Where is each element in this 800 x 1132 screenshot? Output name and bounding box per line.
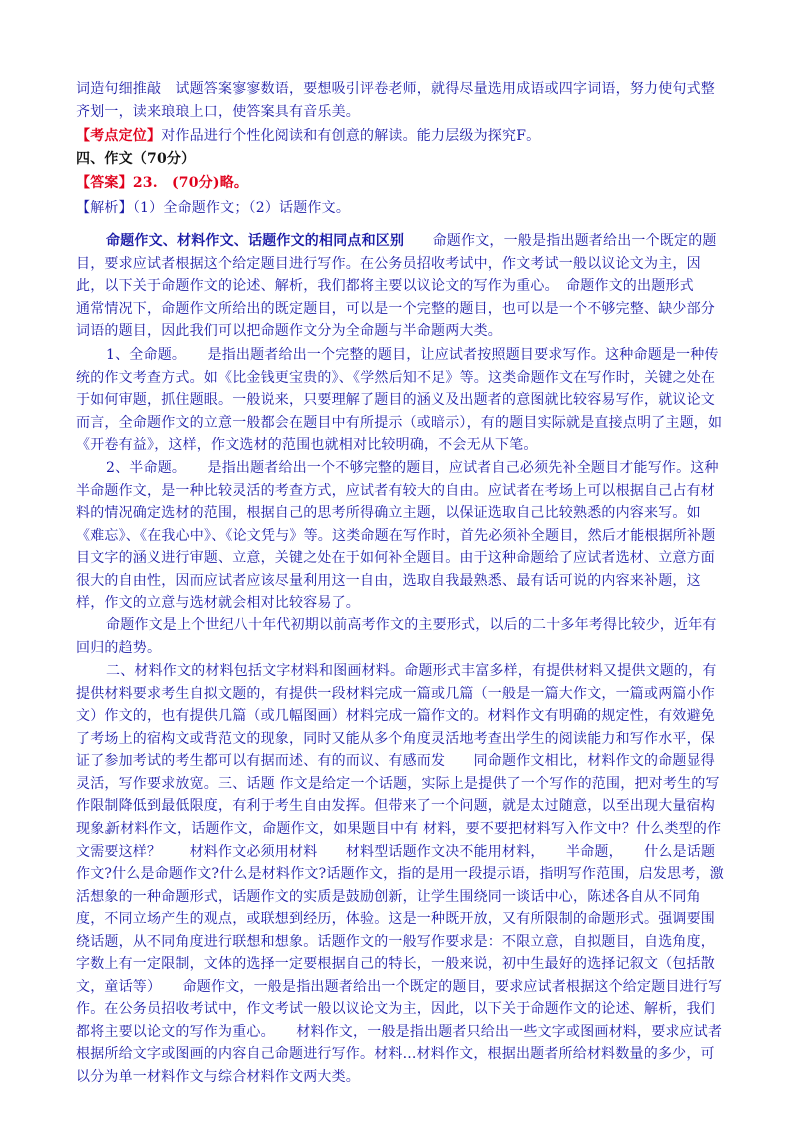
paragraph-answer-technique: 词造句细推敲 试题答案寥寥数语，要想吸引评卷老师，就得尽量选用成语或四字词语，努力使句式整齐划一，读来琅琅上口，使答案具有音乐美。: [76, 81, 715, 120]
kaodian-tag: 【考点定位】: [76, 128, 162, 144]
intro-text: 命题作文，一般是指出题者给出一个既定的题目，要求应试者根据这个给定题目进行写作。在公务员招收考试中，作文考试一般以议论文为主，因此，以下关于命题作文的论述、解析，我们都将主要以议论文的写作为重心。 命题作文的出题形式 通常情况下，命题作文所给出的既定题目，可以是一个完整的题目，也可以是一个不够完整、缺少部分词语的题目，因此我们可以把命题作文分为全命题与半命题两大类。: [76, 233, 723, 339]
paragraph-comparison: 新材料作文，话题作文，命题作文，如果题目中有 材料，要不要把材料写入作文中？什么类型的作文需要这样？ 材料作文必须用材料 材料型话题作文决不能用材料， 半命题， 什么是话题作文?什么是命题作文?什么是材料作文?话题作文，指的是用一段提示语，指明写作范围，启发思考，激活想象的一种命题形式，话题作文的实质是鼓励创新，让学生围绕同一谈话中心，陈述各自从不同角度，不同立场产生的观点，或联想到经历，体验。这是一种既开放，又有所限制的命题形式。强调要围绕话题，从不同角度进行联想和想象。话题作文的一般写作要求是：不限立意，自拟题目，自选角度，字数上有一定限制，文体的选择一定要根据自己的特长，一般来说，初中生最好的选择记叙文（包括散文，童话等） 命题作文，一般是指出题者给出一个既定的题目，要求应试者根据这个给定题目进行写作。在公务员招收考试中，作文考试一般以议论文为主，因此，以下关于命题作文的论述、解析，我们都将主要以论文的写作为重心。 材料作文，一般是指出题者只给出一些文字或图画材料，要求应试者根据所给文字或图画的内容自己命题进行写作。材料...材料作文，根据出题者所给材料数量的多少，可以分为单一材料作文与综合材料作文两大类。: [76, 821, 724, 1085]
answer-tag: 【答案】: [76, 175, 133, 191]
kaodian-line: [76, 125, 724, 148]
paragraph-history: 命题作文是上个世纪八十年代初期以前高考作文的主要形式，以后的二十多年考得比较少，近年有回归的趋势。: [76, 617, 717, 656]
answer-line: [76, 172, 724, 195]
paragraph-material-topic: 二、材料作文的材料包括文字材料和图画材料。命题形式丰富多样，有提供材料又提供文题的，有提供材料要求考生自拟文题的，有提供一段材料完成一篇或几篇（一般是一篇大作文，一篇或两篇小作文）作文的，也有提供几篇（或几幅图画）材料完成一篇作文的。材料作文有明确的规定性，有效避免了考场上的宿构文或背范文的现象，同时又能从多个角度灵活地考查出学生的阅读能力和写作水平，保证了参加考试的考生都可以有据而述、有的而议、有感而发 同命题作文相比，材料作文的命题显得灵活，写作要求放宽。三、话题 作文是给定一个话题，实际上是提供了一个写作的范围，把对考生的写作限制降低到最低限度，有利于考生自由发挥。但带来了一个问题，就是太过随意，以至出现大量宿构现象。: [76, 663, 720, 837]
kaodian-text: 对作品进行个性化阅读和有创意的解读。能力层级为探究F。: [161, 128, 541, 144]
paragraph-half-proposition: 2、半命题。 是指出题者给出一个不够完整的题目，应试者自己必须先补全题目才能写作。这种半命题作文，是一种比较灵活的考查方式，应试者有较大的自由。应试者在考场上可以根据自己占有材料的情况确定选材的范围，根据自己的思考所得确立主题，以保证选取自己比较熟悉的内容来写。如《难忘》、《在我心中》、《论文凭与》等。这类命题在写作时，首先必须补全题目，然后才能根据所补题目文字的涵义进行审题、立意，关键之处在于如何补全题目。由于这种命题给了应试者选材、立意方面很大的自由性，因而应试者应该尽量利用这一自由，选取自我最熟悉、最有话可说的内容来补题，这样，作文的立意与选材就会相对比较容易了。: [76, 460, 719, 611]
paragraph-full-proposition: 1、全命题。 是指出题者给出一个完整的题目，让应试者按照题目要求写作。这种命题是一种传统的作文考查方式。如《比金钱更宝贵的》、《学然后知不足》等。这类命题作文在写作时，关键之处在于如何审题，抓住题眼。一般说来，只要理解了题目的涵义及出题者的意图就比较容易写作，就议论文而言，全命题作文的立意一般都会在题目中有所提示（或暗示），有的题目实际就是直接点明了主题，如《开卷有益》，这样，作文选材的范围也就相对比较明确，不会无从下笔。: [76, 347, 723, 453]
paragraph-intro: [76, 230, 724, 343]
section-heading: 四、作文（70分）: [76, 151, 196, 167]
answer-text: 23. (70分)略。: [132, 175, 249, 191]
jiexi-text: （1）全命题作文；（2）话题作文。: [132, 200, 351, 216]
intro-bold-title: 命题作文、材料作文、话题作文的相同点和区别: [106, 233, 405, 249]
jiexi-tag: 【解析】: [76, 200, 133, 216]
jiexi-line: [76, 197, 724, 220]
